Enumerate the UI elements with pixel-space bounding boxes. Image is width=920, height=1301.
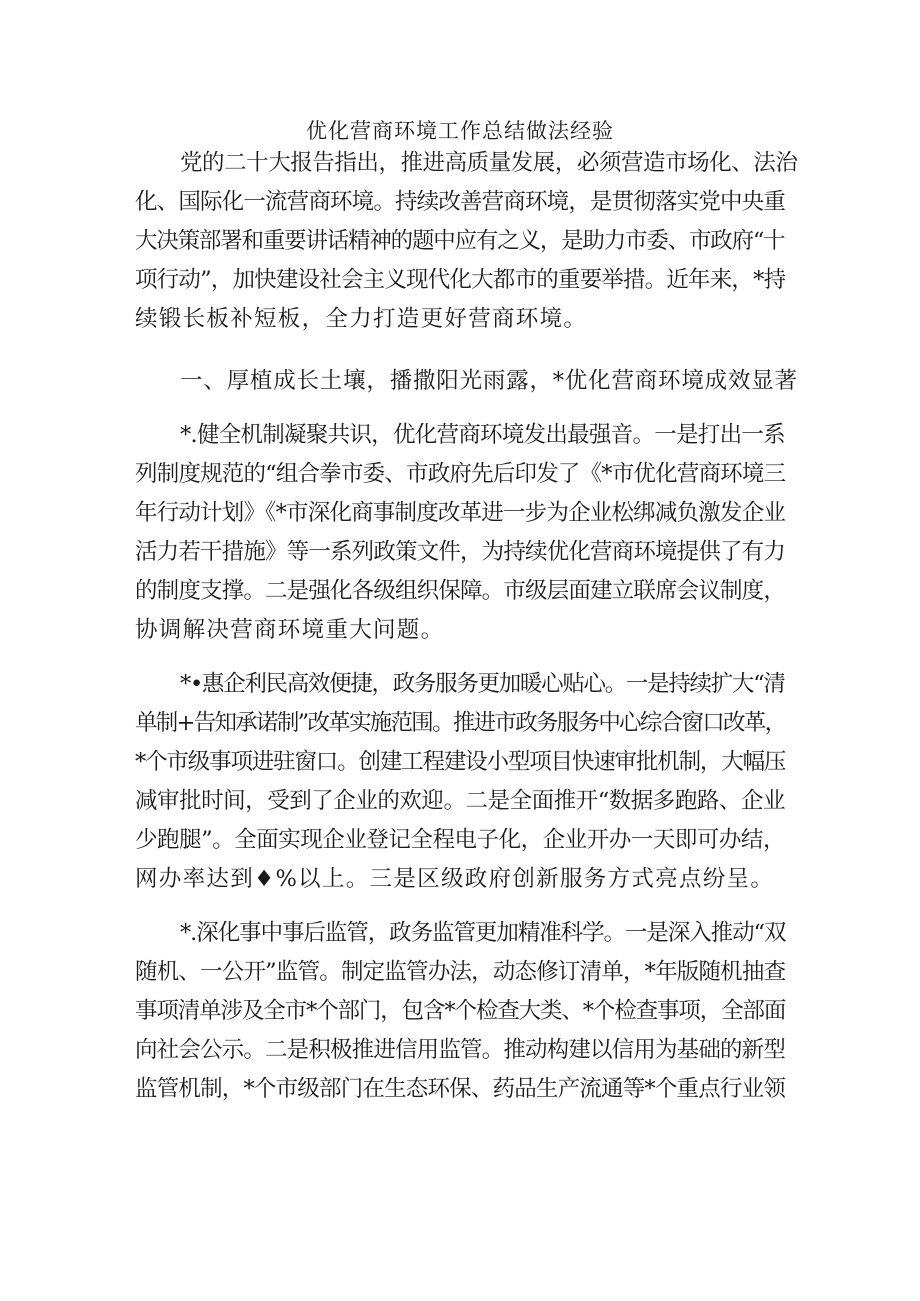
body-line: 项行动”，加快建设社会主义现代化大都市的重要举措。近年来，*持 (135, 267, 786, 293)
body-line: 列制度规范的“组合拳市委、市政府先后印发了《*市优化营商环境三 (135, 461, 786, 487)
body-line: 协调解决营商环境重大问题。 (135, 617, 445, 643)
body-line: 监管机制，*个市级部门在生态环保、药品生产流通等*个重点行业领 (135, 1076, 786, 1102)
body-line: 向社会公示。二是积极推进信用监管。推动构建以信用为基础的新型 (135, 1037, 786, 1063)
body-line: 网办率达到♦%以上。三是区级政府创新服务方式亮点纷呈。 (135, 866, 775, 892)
body-line: 大决策部署和重要讲话精神的题中应有之义，是助力市委、市政府“十 (135, 228, 785, 254)
body-line: *.深化事中事后监管，政务监管更加精准科学。一是深入推动“双 (180, 920, 786, 946)
body-line: 化、国际化一流营商环境。持续改善营商环境，是贯彻落实党中央重 (135, 189, 786, 215)
body-line: *.健全机制凝聚共识，优化营商环境发出最强音。一是打出一系 (180, 422, 785, 448)
body-line: 党的二十大报告指出，推进高质量发展，必须营造市场化、法治 (180, 150, 798, 176)
document-title: 优化营商环境工作总结做法经验 (306, 119, 614, 143)
body-line: *个市级事项进驻窗口。创建工程建设小型项目快速审批机制，大幅压 (135, 749, 786, 775)
body-line: 活力若干措施》等一系列政策文件，为持续优化营商环境提供了有力 (135, 539, 786, 565)
body-line: 减审批时间，受到了企业的欢迎。二是全面推开“数据多跑路、企业 (135, 788, 785, 814)
body-line: 一、厚植成长土壤，播撒阳光雨露，*优化营商环境成效显著 (180, 368, 798, 394)
body-line: 少跑腿”。全面实现企业登记全程电子化，企业开办一天即可办结， (135, 827, 785, 853)
body-line: 的制度支撑。二是强化各级组织保障。市级层面建立联席会议制度， (135, 578, 786, 604)
body-line: 续锻长板补短板，全力打造更好营商环境。 (135, 306, 588, 332)
body-line: 单制+告知承诺制”改革实施范围。推进市政务服务中心综合窗口改革， (135, 710, 786, 736)
body-line: *•惠企利民高效便捷，政务服务更加暖心贴心。一是持续扩大“清 (180, 671, 785, 697)
body-line: 随机、一公开”监管。制定监管办法，动态修订清单，*年版随机抽查 (135, 959, 786, 985)
body-line: 年行动计划》《*市深化商事制度改革进一步为企业松绑减负激发企业 (135, 500, 786, 526)
body-line: 事项清单涉及全市*个部门，包含*个检查大类、*个检查事项，全部面 (135, 998, 786, 1024)
